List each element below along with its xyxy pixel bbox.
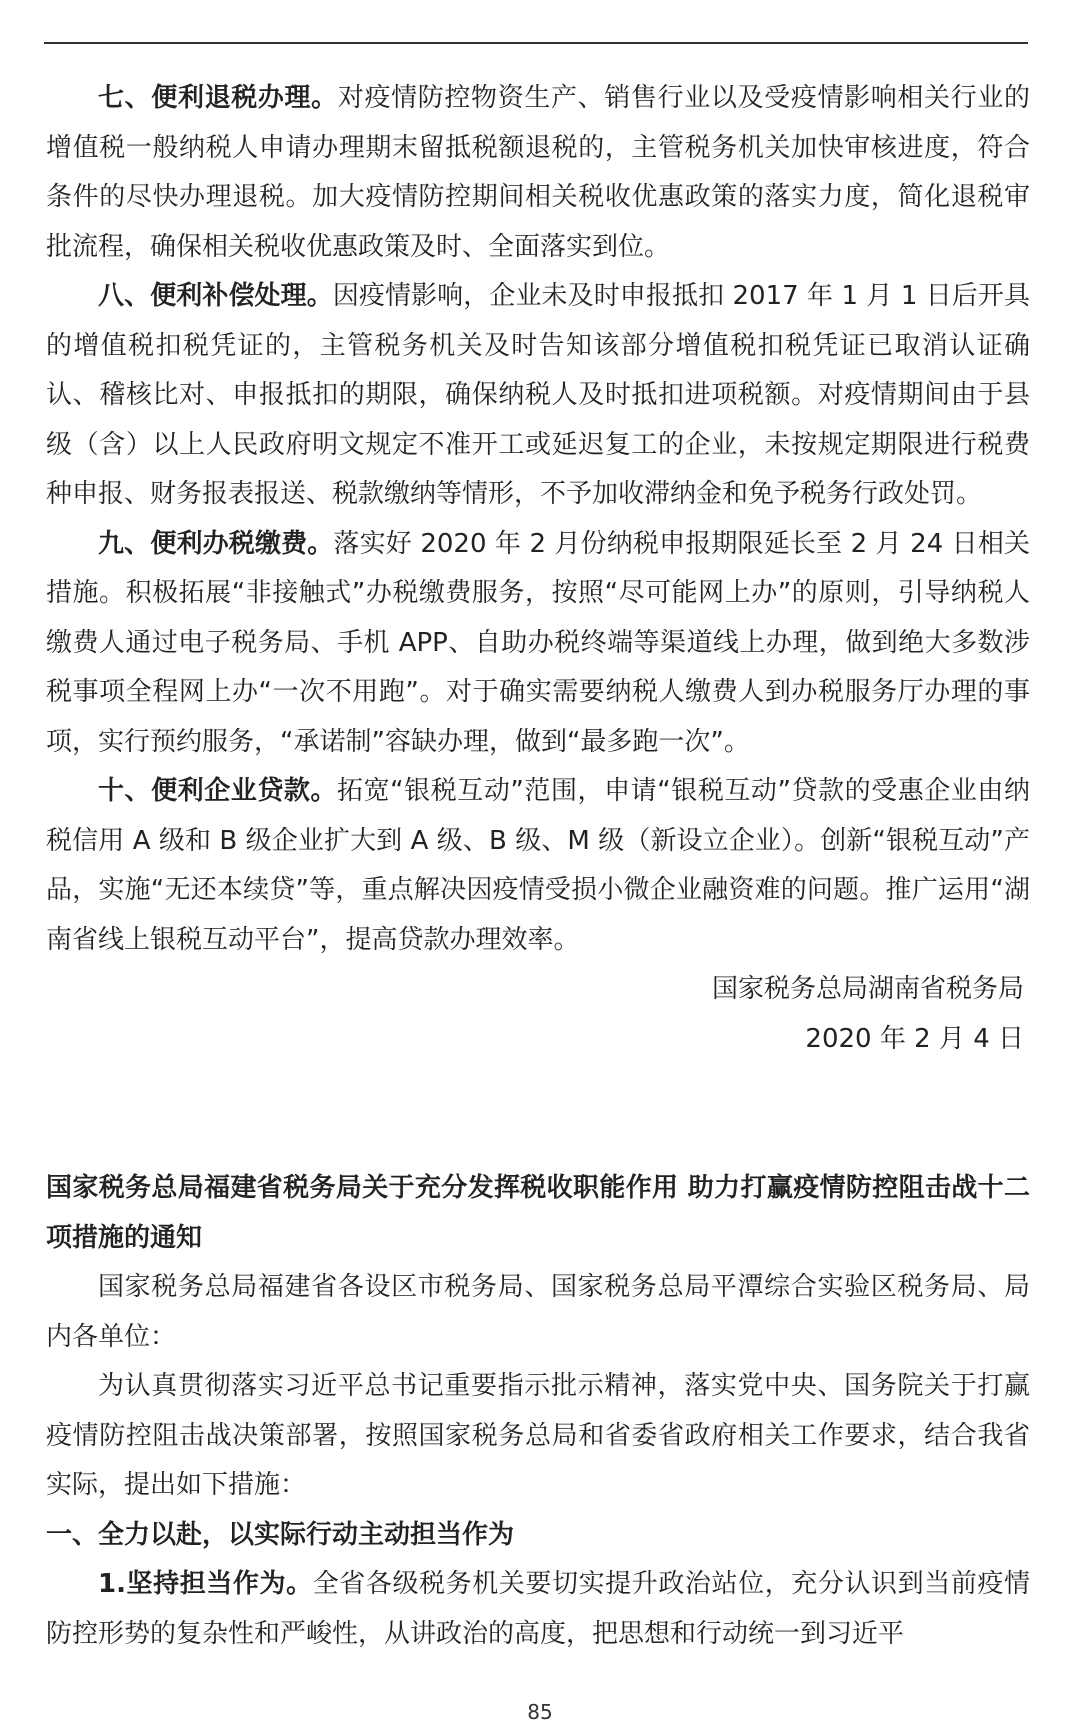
item-body: 全省各级税务机关要切实提升政治站位，充分认识到当前疫情防控形势的复杂性和严峻性，从讲政治的高度，把思想和行动统一到习近平 <box>46 1569 1030 1649</box>
section-heading: 一、全力以赴，以实际行动主动担当作为 <box>46 1519 515 1550</box>
item-heading: 1.坚持担当作为。 <box>98 1569 313 1599</box>
item-body: 因疫情影响，企业未及时申报抵扣 2017 年 1 月 1 日后开具的增值税扣税凭证的，主管税务机关及时告知该部分增值税扣税凭证已取消认证确认、稽核比对、申报抵扣的期限，确保纳税人及时抵扣进项税额。对疫情期间由于县级（含）以上人民政府明文规定不准开工或延迟复工的企业，未按规定期限进行税费种申报、财务报表报送、税款缴纳等情形，不予加收滞纳金和免予税务行政处罚。 <box>46 281 1030 509</box>
item-heading: 十、便利企业贷款。 <box>98 776 338 806</box>
hunan-item-7 <box>46 74 1030 272</box>
hunan-item-8 <box>46 272 1030 520</box>
top-divider <box>44 42 1028 44</box>
hunan-item-10 <box>46 767 1030 965</box>
item-heading: 七、便利退税办理。 <box>98 83 338 113</box>
item-body: 对疫情防控物资生产、销售行业以及受疫情影响相关行业的增值税一般纳税人申请办理期末留抵税额退税的，主管税务机关加快审核进度，符合条件的尽快办理退税。加大疫情防控期间相关税收优惠政策的落实力度，简化退税审批流程，确保相关税收优惠政策及时、全面落实到位。 <box>46 83 1030 262</box>
item-heading: 八、便利补偿处理。 <box>98 281 333 311</box>
hunan-item-9 <box>46 520 1030 768</box>
document-body <box>46 74 1030 1659</box>
item-body: 拓宽“银税互动”范围，申请“银税互动”贷款的受惠企业由纳税信用 A 级和 B 级企业扩大到 A 级、B 级、M 级（新设立企业）。创新“银税互动”产品，实施“无还本续贷”等，重点解决因疫情受损小微企业融资难的问题。推广运用“湖南省线上银税互动平台”，提高贷款办理效率。 <box>46 776 1030 955</box>
notice-addressee: 国家税务总局福建省各设区市税务局、国家税务总局平潭综合实验区税务局、局内各单位： <box>46 1272 1030 1352</box>
page-number: 85 <box>527 1700 553 1724</box>
notice-title: 国家税务总局福建省税务局关于充分发挥税收职能作用 助力打赢疫情防控阻击战十二项措施的通知 <box>46 1173 1030 1253</box>
item-body: 落实好 2020 年 2 月份纳税申报期限延长至 2 月 24 日相关措施。积极拓展“非接触式”办税缴费服务，按照“尽可能网上办”的原则，引导纳税人缴费人通过电子税务局、手机 APP、自助办税终端等渠道线上办理，做到绝大多数涉税事项全程网上办“一次不用跑”。对于确实需要纳税人缴费人到办税服务厅办理的事项，实行预约服务，“承诺制”容缺办理，做到“最多跑一次”。 <box>46 528 1030 757</box>
notice-intro: 为认真贯彻落实习近平总书记重要指示批示精神，落实党中央、国务院关于打赢疫情防控阻击战决策部署，按照国家税务总局和省委省政府相关工作要求，结合我省实际，提出如下措施： <box>46 1371 1030 1500</box>
signature-date: 2020 年 2 月 4 日 <box>805 1023 1024 1054</box>
signature-org: 国家税务总局湖南省税务局 <box>711 974 1024 1004</box>
fujian-item-1 <box>46 1560 1030 1659</box>
item-heading: 九、便利办税缴费。 <box>98 528 334 559</box>
